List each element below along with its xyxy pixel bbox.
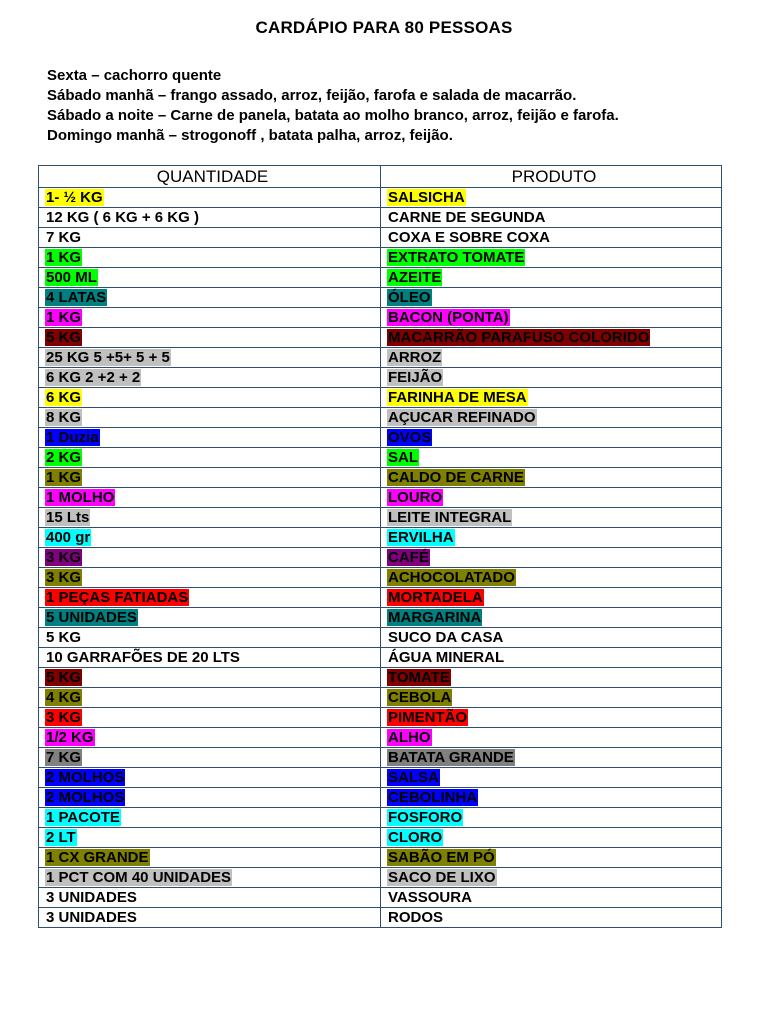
product-text: BACON (PONTA) (388, 309, 509, 326)
table-row (39, 508, 722, 528)
product-text: CLORO (388, 829, 443, 846)
menu-line-friday: Sexta – cachorro quente (47, 67, 222, 84)
table-row (39, 628, 722, 648)
page-title: CARDÁPIO PARA 80 PESSOAS (255, 18, 513, 37)
quantity-text: 6 KG 2 +2 + 2 (46, 369, 141, 386)
quantity-text: 8 KG (46, 409, 82, 426)
product-text: CEBOLINHA (388, 789, 478, 806)
product-cell (381, 568, 722, 588)
product-cell (381, 368, 722, 388)
table-row (39, 528, 722, 548)
table-row (39, 488, 722, 508)
table-row (39, 328, 722, 348)
product-cell (381, 188, 722, 208)
quantity-cell (39, 428, 381, 448)
quantity-cell (39, 548, 381, 568)
product-cell (381, 588, 722, 608)
quantity-text: 1 MOLHO (46, 489, 115, 506)
menu-description (47, 66, 747, 146)
product-cell (381, 208, 722, 228)
table-row (39, 368, 722, 388)
quantity-text: 1/2 KG (46, 729, 94, 746)
table-row (39, 388, 722, 408)
product-cell (381, 668, 722, 688)
quantity-cell (39, 288, 381, 308)
product-cell (381, 688, 722, 708)
table-row (39, 428, 722, 448)
table-header-row (39, 166, 722, 188)
product-cell (381, 888, 722, 908)
table-row (39, 768, 722, 788)
product-text: AZEITE (388, 269, 442, 286)
header-product: PRODUTO (381, 166, 722, 188)
product-cell (381, 268, 722, 288)
quantity-cell (39, 568, 381, 588)
product-text: CAFÉ (388, 549, 429, 566)
table-row (39, 448, 722, 468)
table-row (39, 648, 722, 668)
table-row (39, 708, 722, 728)
quantity-cell (39, 468, 381, 488)
quantity-text: 2 MOLHOS (46, 789, 125, 806)
quantity-cell (39, 788, 381, 808)
quantity-text: 10 GARRAFÕES DE 20 LTS (46, 649, 240, 666)
quantity-text: 7 KG (46, 229, 82, 246)
quantity-text: 1 CX GRANDE (46, 849, 149, 866)
quantity-cell (39, 768, 381, 788)
product-cell (381, 748, 722, 768)
product-cell (381, 388, 722, 408)
product-cell (381, 448, 722, 468)
table-row (39, 408, 722, 428)
quantity-cell (39, 368, 381, 388)
product-cell (381, 648, 722, 668)
table-row (39, 668, 722, 688)
quantity-cell (39, 708, 381, 728)
quantity-text: 1 KG (46, 469, 82, 486)
menu-line-sunday-morning: Domingo manhã – strogonoff , batata palha, arroz, feijão. (47, 127, 453, 144)
menu-line-saturday-night: Sábado a noite – Carne de panela, batata ao molho branco, arroz, feijão e farofa. (47, 107, 619, 124)
quantity-text: 5 KG (46, 629, 82, 646)
product-text: FARINHA DE MESA (388, 389, 527, 406)
table-row (39, 828, 722, 848)
table-row (39, 728, 722, 748)
product-cell (381, 628, 722, 648)
product-cell (381, 408, 722, 428)
quantity-cell (39, 308, 381, 328)
quantity-text: 3 KG (46, 569, 82, 586)
quantity-cell (39, 188, 381, 208)
table-row (39, 888, 722, 908)
product-text: AÇUCAR REFINADO (388, 409, 536, 426)
quantity-cell (39, 728, 381, 748)
shopping-table (38, 165, 722, 928)
quantity-cell (39, 228, 381, 248)
quantity-text: 5 KG (46, 669, 82, 686)
quantity-cell (39, 588, 381, 608)
product-cell (381, 728, 722, 748)
quantity-text: 5 KG (46, 329, 82, 346)
product-text: PIMENTÃO (388, 709, 468, 726)
product-cell (381, 488, 722, 508)
product-text: CEBOLA (388, 689, 452, 706)
product-text: CARNE DE SEGUNDA (388, 209, 546, 226)
product-cell (381, 228, 722, 248)
quantity-cell (39, 688, 381, 708)
product-cell (381, 308, 722, 328)
product-text: MACARRÃO PARAFUSO COLORIDO (388, 329, 650, 346)
quantity-cell (39, 348, 381, 368)
product-cell (381, 708, 722, 728)
table-row (39, 748, 722, 768)
table-row (39, 188, 722, 208)
product-text: SALSICHA (388, 189, 465, 206)
quantity-cell (39, 388, 381, 408)
table-row (39, 268, 722, 288)
quantity-text: 4 KG (46, 689, 82, 706)
quantity-text: 1 PEÇAS FATIADAS (46, 589, 189, 606)
product-text: ALHO (388, 729, 431, 746)
product-text: ERVILHA (388, 529, 454, 546)
quantity-cell (39, 628, 381, 648)
product-text: SUCO DA CASA (388, 629, 504, 646)
product-cell (381, 348, 722, 368)
product-text: SABÃO EM PÓ (388, 849, 495, 866)
product-cell (381, 288, 722, 308)
product-text: LEITE INTEGRAL (388, 509, 512, 526)
quantity-text: 4 LATAS (46, 289, 107, 306)
table-row (39, 468, 722, 488)
product-cell (381, 788, 722, 808)
quantity-text: 3 UNIDADES (46, 889, 137, 906)
product-text: LOURO (388, 489, 443, 506)
quantity-cell (39, 648, 381, 668)
quantity-text: 2 LT (46, 829, 76, 846)
table-row (39, 348, 722, 368)
table-row (39, 908, 722, 928)
quantity-cell (39, 608, 381, 628)
quantity-text: 6 KG (46, 389, 82, 406)
table-row (39, 848, 722, 868)
product-text: OVOS (388, 429, 432, 446)
quantity-cell (39, 408, 381, 428)
table-row (39, 228, 722, 248)
product-text: MARGARINA (388, 609, 482, 626)
quantity-cell (39, 508, 381, 528)
quantity-cell (39, 488, 381, 508)
quantity-text: 1 PACOTE (46, 809, 120, 826)
product-text: SACO DE LIXO (388, 869, 496, 886)
quantity-text: 2 MOLHOS (46, 769, 125, 786)
quantity-cell (39, 448, 381, 468)
quantity-text: 5 UNIDADES (46, 609, 137, 626)
product-cell (381, 828, 722, 848)
product-cell (381, 428, 722, 448)
quantity-text: 1 Duzia (46, 429, 99, 446)
table-body (39, 188, 722, 928)
product-text: CALDO DE CARNE (388, 469, 524, 486)
quantity-text: 2 KG (46, 449, 82, 466)
menu-line-saturday-morning: Sábado manhã – frango assado, arroz, feijão, farofa e salada de macarrão. (47, 87, 577, 104)
table-row (39, 608, 722, 628)
table-row (39, 288, 722, 308)
product-cell (381, 608, 722, 628)
quantity-text: 1- ½ KG (46, 189, 103, 206)
table-row (39, 808, 722, 828)
quantity-text: 1 PCT COM 40 UNIDADES (46, 869, 232, 886)
table-row (39, 868, 722, 888)
product-text: RODOS (388, 909, 444, 926)
product-text: SALSA (388, 769, 439, 786)
product-cell (381, 248, 722, 268)
table-row (39, 688, 722, 708)
product-text: BATATA GRANDE (388, 749, 514, 766)
product-text: ARROZ (388, 349, 442, 366)
product-text: ÁGUA MINERAL (388, 649, 505, 666)
quantity-cell (39, 848, 381, 868)
product-cell (381, 328, 722, 348)
product-text: SAL (388, 449, 418, 466)
quantity-cell (39, 668, 381, 688)
product-cell (381, 548, 722, 568)
quantity-cell (39, 828, 381, 848)
quantity-cell (39, 328, 381, 348)
quantity-cell (39, 908, 381, 928)
quantity-text: 7 KG (46, 749, 82, 766)
quantity-cell (39, 208, 381, 228)
table-row (39, 588, 722, 608)
product-text: EXTRATO TOMATE (388, 249, 525, 266)
quantity-text: 3 KG (46, 549, 82, 566)
quantity-text: 3 UNIDADES (46, 909, 137, 926)
quantity-cell (39, 808, 381, 828)
product-text: FEIJÃO (388, 369, 443, 386)
table-row (39, 248, 722, 268)
quantity-text: 500 ML (46, 269, 97, 286)
quantity-cell (39, 248, 381, 268)
product-cell (381, 768, 722, 788)
product-cell (381, 908, 722, 928)
product-text: MORTADELA (388, 589, 483, 606)
quantity-text: 400 gr (46, 529, 91, 546)
product-text: TOMATE (388, 669, 450, 686)
product-cell (381, 468, 722, 488)
table-row (39, 208, 722, 228)
quantity-cell (39, 528, 381, 548)
product-text: VASSOURA (388, 889, 472, 906)
quantity-text: 12 KG ( 6 KG + 6 KG ) (46, 209, 199, 226)
table-row (39, 788, 722, 808)
product-cell (381, 868, 722, 888)
quantity-text: 25 KG 5 +5+ 5 + 5 (46, 349, 170, 366)
quantity-text: 15 Lts (46, 509, 90, 526)
product-text: ÓLEO (388, 289, 431, 306)
quantity-text: 1 KG (46, 309, 82, 326)
quantity-cell (39, 888, 381, 908)
product-cell (381, 848, 722, 868)
quantity-cell (39, 748, 381, 768)
product-text: ACHOCOLATADO (388, 569, 515, 586)
quantity-text: 3 KG (46, 709, 82, 726)
table-row (39, 548, 722, 568)
quantity-cell (39, 268, 381, 288)
product-text: COXA E SOBRE COXA (388, 229, 550, 246)
table-row (39, 308, 722, 328)
quantity-cell (39, 868, 381, 888)
table-row (39, 568, 722, 588)
header-quantity: QUANTIDADE (39, 166, 381, 188)
product-cell (381, 508, 722, 528)
product-cell (381, 808, 722, 828)
quantity-text: 1 KG (46, 249, 82, 266)
product-text: FOSFORO (388, 809, 463, 826)
product-cell (381, 528, 722, 548)
